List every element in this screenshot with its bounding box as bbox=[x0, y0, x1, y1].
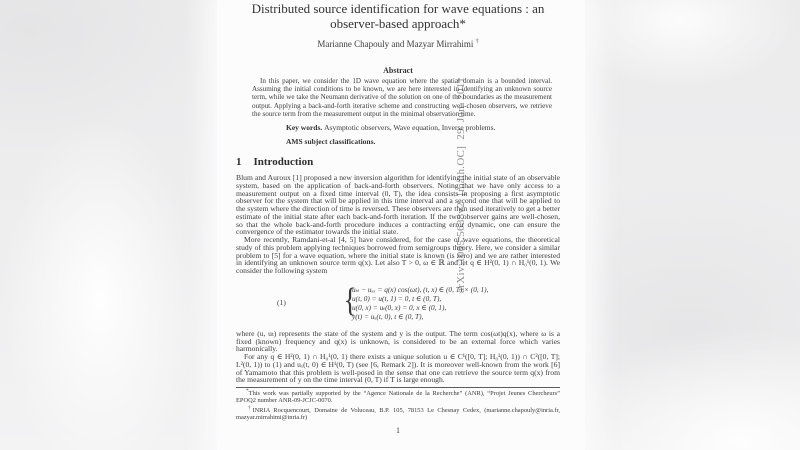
arxiv-stamp: arXiv:1005.5638v2 [math.OC] 29 Jun 2011 bbox=[455, 77, 467, 293]
author-footnote-mark: † bbox=[475, 39, 479, 45]
authors-line bbox=[236, 39, 560, 49]
equation-line-3: u(0, x) = uₜ(0, x) = 0, x ∈ (0, 1), bbox=[352, 302, 447, 312]
paper-title-line2: observer-based approach* bbox=[330, 16, 466, 31]
section-heading-introduction bbox=[236, 156, 560, 168]
keywords-label: Key words. bbox=[286, 123, 323, 133]
keywords-line bbox=[286, 123, 560, 132]
equation-number: (1) bbox=[277, 297, 286, 307]
equation-line-1: uₜₜ − uₓₓ = q(x) cos(ωt), (t, x) ∈ (0, T) × (0, 1), bbox=[352, 284, 489, 294]
paper-content bbox=[236, 0, 560, 435]
footnote-dagger-mark: † bbox=[246, 404, 253, 411]
footnote-affiliation-text: INRIA Rocquencourt, Domaine de Voluceau, B.P. 105, 78153 Le Chesnay Cedex, (marianne.chapouly@inria.fr, mazyar.mirrahimi@inria.fr) bbox=[236, 407, 560, 421]
intro-paragraph-1: Blum and Auroux [1] proposed a new inversion algorithm for identifying the initial state of an observable system, based on the application of back-and-forth observers. Noting that we have only access to a measurement output on a fixed time interval (0, T), the idea consists in proposing a first asymptotic observer for the system that will be applied in this time interval and a second one that will be applied to the system where the direction of time is reversed. These observers are then used iteratively to get a better estimate of the initial state after each back-and-forth iteration. If the two observer gains are well-chosen, so that the whole back-and-forth procedure induces a contracting error dynamic, one can ensure the convergence of the estimator towards the initial state. bbox=[236, 173, 560, 237]
equation-line-2: u(t, 0) = u(t, 1) = 0, t ∈ (0, T), bbox=[352, 293, 442, 303]
intro-paragraph-2: More recently, Ramdani-et-al [4, 5] have considered, for the case of wave equations, the theoretical study of this problem applying techniques borrowed from semigroups theory. Here, we consider a similar problem to [5] for a wave equation, where the initial state is known (is zero) and we are rather interested in identifying an unknown source term q(x). Let also T > 0, ω ∈ ℝ and let q ∈ H²(0, 1) ∩ H₀¹(0, 1). We consider the following system bbox=[236, 235, 560, 276]
intro-paragraph-4: For any q ∈ H²(0, 1) ∩ H₀¹(0, 1) there exists a unique solution u ∈ C¹([0, T]; H₀¹(0, 1)) ∩ C²([0, T]; L²(0, 1)) to (1) and uₓ(t, 0) ∈ H¹(0, T) (see [6, Remark 2]). It is moreover well-known from the work [6] of Yamamoto that this problem is well-posed in the sense that one can retrieve the source term q(x) from the measurement of y on the time interval (0, T) if T is large enough. bbox=[236, 352, 560, 385]
left-brace-glyph: { bbox=[343, 281, 357, 319]
footnote-asterisk-mark: * bbox=[246, 388, 249, 395]
paper-page bbox=[217, 0, 585, 450]
keywords-text: Asymptotic observers, Wave equation, Inverse problems. bbox=[324, 123, 496, 133]
footnote-funding-text: This work was partially supported by the “Agence Nationale de la Recherche” (ANR), “Projet Jeunes Chercheurs” EPOQ2 number ANR-09-JCJC-0070. bbox=[236, 390, 560, 405]
section-number: 1 bbox=[236, 156, 242, 169]
abstract-body: In this paper, we consider the 1D wave equation where the spatial domain is a bounded interval. Assuming the initial conditions to be known, we are here interested in identifying an unknown source term, while we take the Neumann derivative of the solution on one of the boundaries as the measurement output. Applying a back-and-forth iterative scheme and constructing well-chosen observers, we retrieve the source term from the measurement output in the minimal observation time. bbox=[252, 77, 552, 118]
equation-lines bbox=[352, 285, 488, 321]
paper-title-line1: Distributed source identification for wave equations : an bbox=[251, 1, 545, 16]
section-title: Introduction bbox=[253, 156, 314, 169]
footnote-affiliation bbox=[236, 405, 560, 422]
page-number: 1 bbox=[396, 425, 400, 435]
equation-line-4: y(t) = uₓ(t, 0), t ∈ (0, T), bbox=[352, 311, 424, 321]
abstract-heading: Abstract bbox=[383, 66, 413, 75]
footnote-funding bbox=[236, 388, 560, 405]
intro-paragraph-3: where (u, uₜ) represents the state of the system and y is the output. The term cos(ωt)q(x), where ω is a fixed (known) frequency and q(x) is unknown, is considered to be an external force which varies harmonically. bbox=[236, 328, 560, 354]
paper-title bbox=[236, 1, 560, 31]
authors-names: Marianne Chapouly and Mazyar Mirrahimi bbox=[317, 39, 474, 49]
ams-classifications-line: AMS subject classifications. bbox=[286, 137, 376, 147]
equation-1-block bbox=[236, 281, 560, 321]
